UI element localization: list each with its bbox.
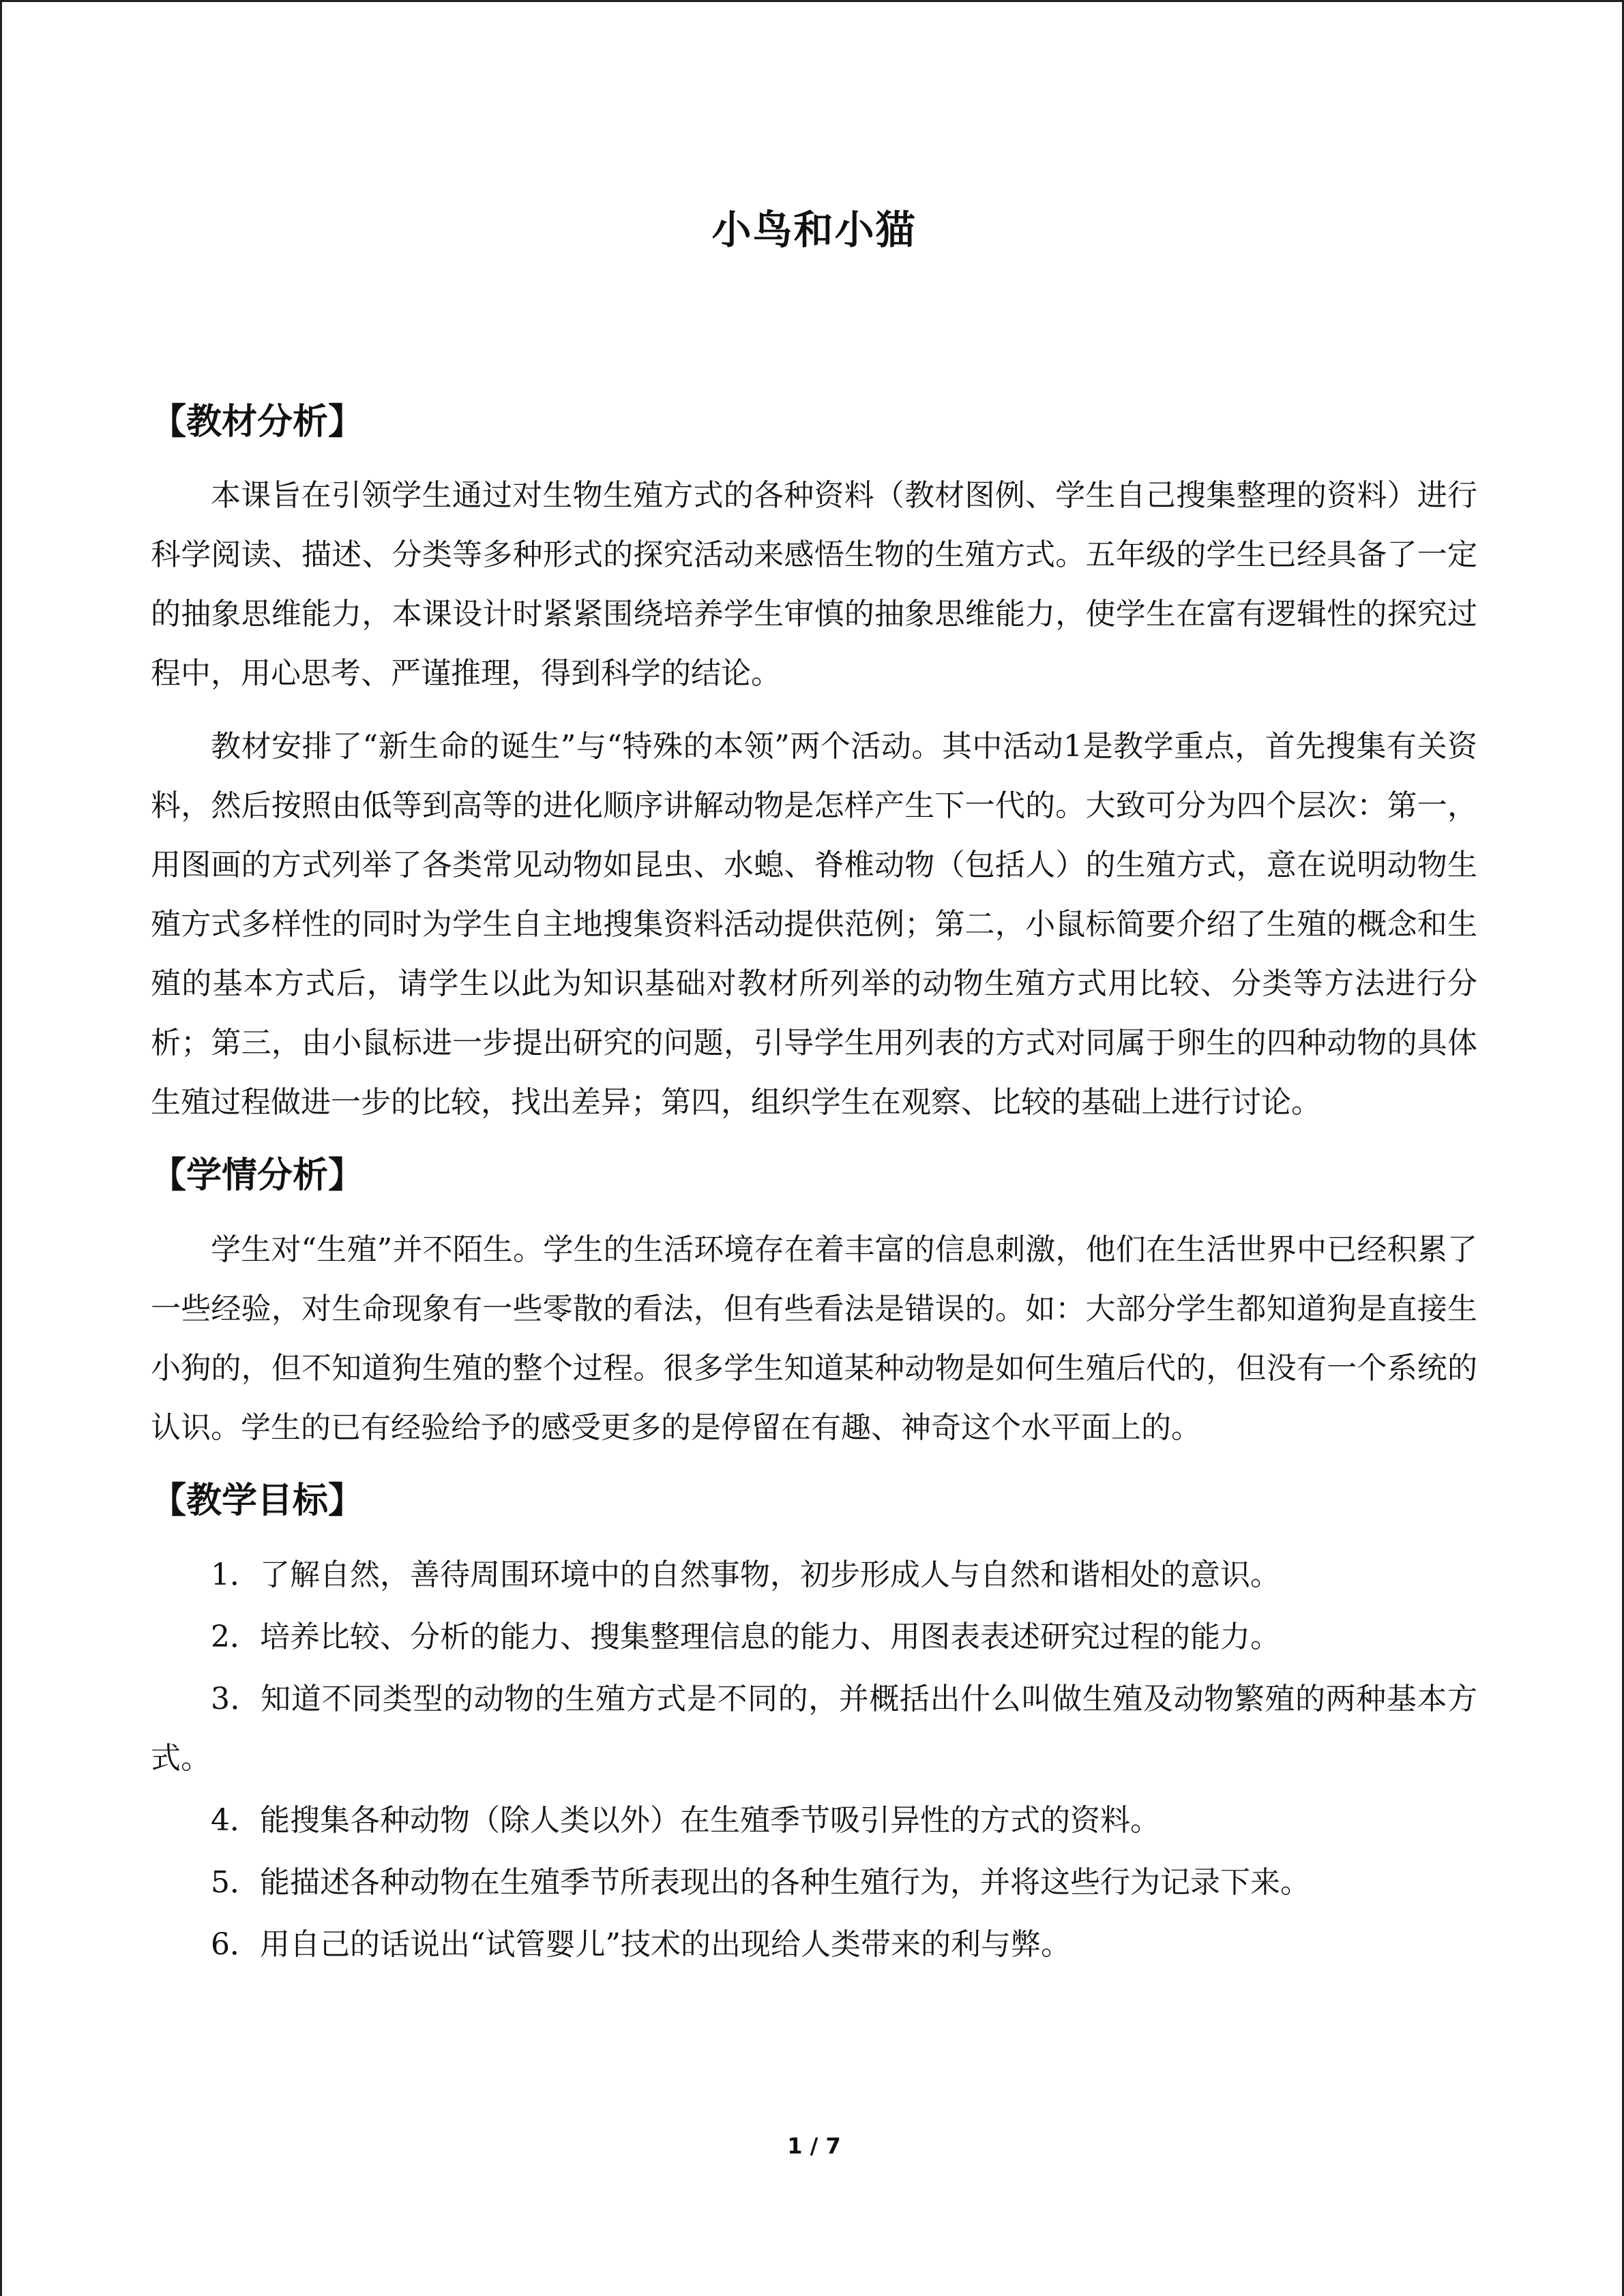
section-heading-student-analysis: 【学情分析】: [151, 1155, 364, 1197]
section-heading-teaching-goals: 【教学目标】: [151, 1480, 364, 1522]
section-student-analysis: [151, 1151, 1477, 1457]
paragraph: 教材安排了“新生命的诞生”与“特殊的本领”两个活动。其中活动1是教学重点，首先搜集有关资料，然后按照由低等到高等的进化顺序讲解动物是怎样产生下一代的。大致可分为四个层次：第一，用图画的方式列举了各类常见动物如昆虫、水螅、脊椎动物（包括人）的生殖方式，意在说明动物生殖方式多样性的同时为学生自主地搜集资料活动提供范例；第二，小鼠标简要介绍了生殖的概念和生殖的基本方式后，请学生以此为知识基础对教材所列举的动物生殖方式用比较、分类等方法进行分析；第三，由小鼠标进一步提出研究的问题，引导学生用列表的方式对同属于卵生的四种动物的具体生殖过程做进一步的比较，找出差异；第四，组织学生在观察、比较的基础上进行讨论。: [151, 729, 1477, 1120]
goal-item: 3．知道不同类型的动物的生殖方式是不同的，并概括出什么叫做生殖及动物繁殖的两种基本方式。: [151, 1681, 1477, 1776]
goal-item: 4．能搜集各种动物（除人类以外）在生殖季节吸引异性的方式的资料。: [211, 1802, 1160, 1838]
section-textbook-analysis: [151, 398, 1477, 1133]
section-teaching-goals: [151, 1476, 1477, 1974]
page-number: 1 / 7: [787, 2133, 841, 2159]
goal-item: 1．了解自然，善待周围环境中的自然事物，初步形成人与自然和谐相处的意识。: [211, 1557, 1280, 1592]
goal-item: 2．培养比较、分析的能力、搜集整理信息的能力、用图表表述研究过程的能力。: [211, 1619, 1280, 1654]
paragraph: 学生对“生殖”并不陌生。学生的生活环境存在着丰富的信息刺激，他们在生活世界中已经积累了一些经验，对生命现象有一些零散的看法，但有些看法是错误的。如：大部分学生都知道狗是直接生小狗的，但不知道狗生殖的整个过程。很多学生知道某种动物是如何生殖后代的，但没有一个系统的认识。学生的已有经验给予的感受更多的是停留在有趣、神奇这个水平面上的。: [151, 1232, 1477, 1446]
goal-item: 6．用自己的话说出“试管婴儿”技术的出现给人类带来的利与弊。: [211, 1926, 1071, 1962]
goal-item: 5．能描述各种动物在生殖季节所表现出的各种生殖行为，并将这些行为记录下来。: [211, 1864, 1310, 1900]
paragraph: 本课旨在引领学生通过对生物生殖方式的各种资料（教材图例、学生自己搜集整理的资料）进行科学阅读、描述、分类等多种形式的探究活动来感悟生物的生殖方式。五年级的学生已经具备了一定的抽象思维能力，本课设计时紧紧围绕培养学生审慎的抽象思维能力，使学生在富有逻辑性的探究过程中，用心思考、严谨推理，得到科学的结论。: [151, 478, 1477, 691]
document-title: 小鸟和小猫: [711, 207, 917, 253]
section-heading-textbook-analysis: 【教材分析】: [151, 401, 364, 443]
document-body: [151, 207, 1477, 1977]
